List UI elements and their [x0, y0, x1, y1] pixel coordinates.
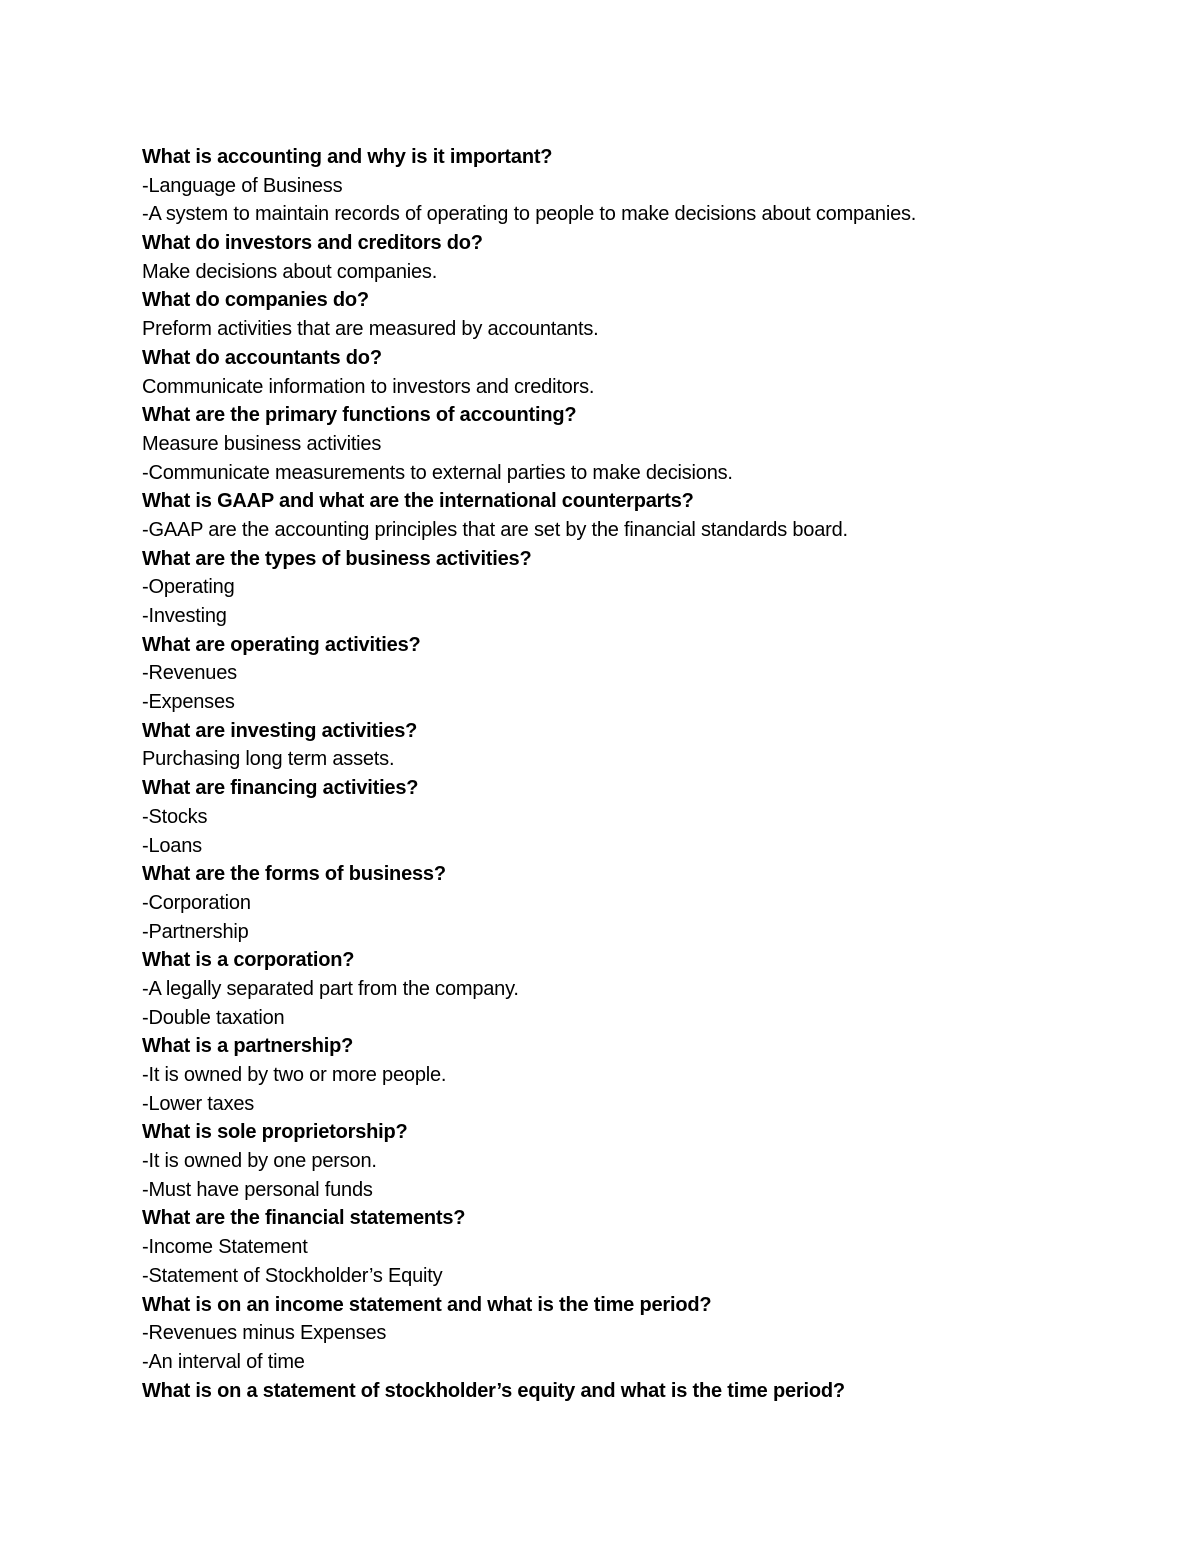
- answer-line: -Stocks: [142, 805, 208, 828]
- answer-line: -A system to maintain records of operating to people to make decisions about companies.: [142, 203, 917, 226]
- answer-line: -Language of Business: [142, 174, 343, 197]
- question-heading: What are the types of business activities?: [142, 547, 532, 570]
- answer-line: -Lower taxes: [142, 1092, 255, 1115]
- answer-line: -Must have personal funds: [142, 1178, 373, 1201]
- answer-line: -Revenues: [142, 662, 237, 685]
- question-heading: What do accountants do?: [142, 346, 382, 369]
- question-heading: What is on a statement of stockholder’s equity and what is the time period?: [142, 1379, 845, 1402]
- document-body: [142, 143, 1142, 1405]
- answer-line: Preform activities that are measured by accountants.: [142, 318, 599, 341]
- question-heading: What are the financial statements?: [142, 1207, 466, 1230]
- answer-line: Purchasing long term assets.: [142, 748, 395, 771]
- question-heading: What are the forms of business?: [142, 863, 446, 886]
- answer-line: -Partnership: [142, 920, 249, 943]
- question-heading: What is a partnership?: [142, 1035, 354, 1058]
- answer-line: -Revenues minus Expenses: [142, 1322, 387, 1345]
- answer-line: -A legally separated part from the company.: [142, 977, 519, 1000]
- question-heading: What is a corporation?: [142, 949, 355, 972]
- question-heading: What are the primary functions of accounting?: [142, 404, 577, 427]
- question-heading: What are investing activities?: [142, 719, 418, 742]
- answer-line: -Expenses: [142, 691, 235, 714]
- question-heading: What do companies do?: [142, 289, 369, 312]
- answer-line: -Operating: [142, 576, 235, 599]
- answer-line: -Communicate measurements to external parties to make decisions.: [142, 461, 733, 484]
- answer-line: -Statement of Stockholder’s Equity: [142, 1264, 443, 1287]
- question-heading: What is on an income statement and what is the time period?: [142, 1293, 712, 1316]
- answer-line: -It is owned by one person.: [142, 1150, 377, 1173]
- answer-line: -Loans: [142, 834, 202, 857]
- answer-line: -Corporation: [142, 891, 251, 914]
- answer-line: -GAAP are the accounting principles that are set by the financial standards board.: [142, 518, 848, 541]
- answer-line: -An interval of time: [142, 1350, 305, 1373]
- question-heading: What are operating activities?: [142, 633, 421, 656]
- answer-line: -It is owned by two or more people.: [142, 1064, 447, 1086]
- answer-line: -Income Statement: [142, 1236, 308, 1259]
- question-heading: What is sole proprietorship?: [142, 1121, 408, 1144]
- question-heading: What is GAAP and what are the international counterparts?: [142, 490, 694, 513]
- question-heading: What is accounting and why is it important?: [142, 146, 553, 168]
- answer-line: Measure business activities: [142, 432, 382, 455]
- question-heading: What do investors and creditors do?: [142, 232, 483, 255]
- answer-line: -Double taxation: [142, 1006, 285, 1029]
- answer-line: Communicate information to investors and creditors.: [142, 375, 595, 398]
- answer-line: Make decisions about companies.: [142, 260, 438, 283]
- answer-line: -Investing: [142, 605, 227, 627]
- question-heading: What are financing activities?: [142, 777, 419, 800]
